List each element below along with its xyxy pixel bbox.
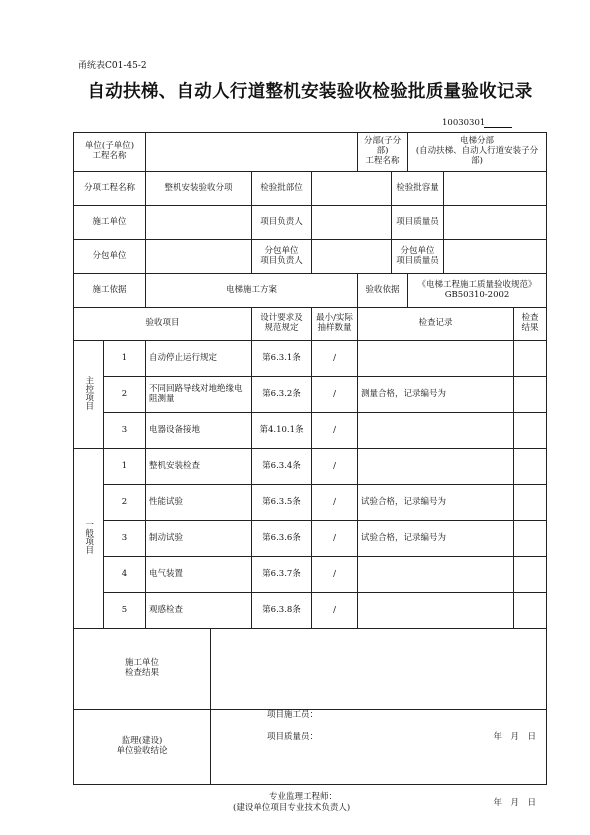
project-quality-label: 项目质量员 — [392, 206, 444, 240]
item-record[interactable]: 试验合格，记录编号为 — [358, 485, 514, 521]
item-number: 4 — [104, 557, 146, 593]
item-name: 性能试验 — [146, 485, 252, 521]
item-name: 整机安装检查 — [146, 449, 252, 485]
page-title: 自动扶梯、自动人行道整机安装验收检验批质量验收记录 — [87, 82, 533, 102]
item-name: 电气装置 — [146, 557, 252, 593]
sub-quality-label: 分包单位 项目质量员 — [392, 240, 444, 274]
column-header-row — [74, 308, 547, 341]
table-row — [74, 377, 547, 413]
item-result[interactable] — [514, 449, 547, 485]
item-number: 2 — [104, 485, 146, 521]
item-record[interactable] — [358, 341, 514, 377]
item-sample[interactable]: / — [312, 593, 358, 629]
item-number: 1 — [104, 449, 146, 485]
item-sample[interactable]: / — [312, 341, 358, 377]
subcontractor-label: 分包单位 — [74, 240, 146, 274]
table-row — [74, 557, 547, 593]
construction-basis-label: 施工依据 — [74, 274, 146, 308]
item-clause: 第6.3.8条 — [252, 593, 312, 629]
item-sample[interactable]: / — [312, 557, 358, 593]
table-row — [74, 449, 547, 485]
item-clause: 第6.3.5条 — [252, 485, 312, 521]
contractor-row — [74, 206, 547, 240]
item-clause: 第6.3.2条 — [252, 377, 312, 413]
column-header-record: 检查记录 — [358, 308, 514, 341]
item-name-label: 分项工程名称 — [74, 172, 146, 206]
supervisor-engineer-signature-label: 专业监理工程师： — [268, 792, 337, 802]
item-result[interactable] — [514, 341, 547, 377]
document-number-underline — [484, 127, 512, 128]
general-group-label: 一般项目 — [74, 449, 104, 629]
project-quality-signature-label: 项目质量员： — [267, 732, 319, 742]
item-result[interactable] — [514, 593, 547, 629]
project-lead-label: 项目负责人 — [252, 206, 312, 240]
batch-capacity-label: 检验批容量 — [392, 172, 444, 206]
supervisor-check-label: 监理(建设) 单位验收结论 — [74, 710, 211, 785]
column-header-item: 验收项目 — [74, 308, 252, 341]
project-worker-signature-label: 项目施工员： — [267, 710, 319, 720]
table-row — [74, 413, 547, 449]
item-name: 观感检查 — [146, 593, 252, 629]
item-number: 3 — [104, 413, 146, 449]
supervisor-check-content[interactable] — [211, 710, 547, 813]
acceptance-record-table — [73, 132, 547, 813]
item-clause: 第6.3.6条 — [252, 521, 312, 557]
item-result[interactable] — [514, 485, 547, 521]
item-name: 不同回路导线对地绝缘电阻测量 — [146, 377, 252, 413]
document-number: 10030301 — [442, 118, 486, 128]
contractor-label: 施工单位 — [74, 206, 146, 240]
item-number: 1 — [104, 341, 146, 377]
item-name: 电器设备接地 — [146, 413, 252, 449]
item-record[interactable]: 测量合格，记录编号为 — [358, 377, 514, 413]
item-name: 制动试验 — [146, 521, 252, 557]
item-clause: 第6.3.4条 — [252, 449, 312, 485]
form-code: 甬统表C01-45-2 — [78, 61, 147, 71]
contractor-check-label: 施工单位 检查结果 — [74, 629, 211, 710]
item-sample[interactable]: / — [312, 521, 358, 557]
item-record[interactable] — [358, 449, 514, 485]
item-clause: 第6.3.1条 — [252, 341, 312, 377]
batch-part-label: 检验批部位 — [252, 172, 312, 206]
item-sample[interactable]: / — [312, 485, 358, 521]
column-header-result: 检查 结果 — [514, 308, 547, 341]
item-sample[interactable]: / — [312, 377, 358, 413]
item-sample[interactable]: / — [312, 449, 358, 485]
contractor-check-row — [74, 629, 547, 710]
contractor-date-label: 年 月 日 — [493, 732, 537, 742]
batch-part-value[interactable] — [312, 172, 392, 206]
sub-lead-label: 分包单位 项目负责人 — [252, 240, 312, 274]
subdivision-label: 分部(子分部) 工程名称 — [358, 133, 408, 172]
sub-quality-value[interactable] — [444, 240, 547, 274]
item-name: 自动停止运行规定 — [146, 341, 252, 377]
item-number: 5 — [104, 593, 146, 629]
table-row — [74, 593, 547, 629]
subdivision-value: 电梯分部 (自动扶梯、自动人行道安装子分部) — [408, 133, 547, 172]
item-result[interactable] — [514, 521, 547, 557]
batch-capacity-value[interactable] — [444, 172, 547, 206]
basis-row — [74, 274, 547, 308]
table-row — [74, 341, 547, 377]
sub-lead-value[interactable] — [312, 240, 392, 274]
item-record[interactable] — [358, 557, 514, 593]
column-header-design: 设计要求及 规范规定 — [252, 308, 312, 341]
item-record[interactable] — [358, 413, 514, 449]
item-record[interactable]: 试验合格，记录编号为 — [358, 521, 514, 557]
item-clause: 第4.10.1条 — [252, 413, 312, 449]
subcontractor-row — [74, 240, 547, 274]
table-row — [74, 521, 547, 557]
item-result[interactable] — [514, 557, 547, 593]
item-info-row — [74, 172, 547, 206]
item-result[interactable] — [514, 413, 547, 449]
item-number: 2 — [104, 377, 146, 413]
column-header-sample: 最小/实际 抽样数量 — [312, 308, 358, 341]
main-control-group-label: 主控项目 — [74, 341, 104, 449]
supervisor-engineer-note: (建设单位项目专业技术负责人) — [233, 803, 351, 813]
contractor-check-content[interactable] — [211, 629, 547, 742]
item-clause: 第6.3.7条 — [252, 557, 312, 593]
item-record[interactable] — [358, 593, 514, 629]
acceptance-basis-label: 验收依据 — [358, 274, 408, 308]
subcontractor-value[interactable] — [146, 240, 252, 274]
contractor-value[interactable] — [146, 206, 252, 240]
project-quality-value[interactable] — [444, 206, 547, 240]
item-sample[interactable]: / — [312, 413, 358, 449]
item-number: 3 — [104, 521, 146, 557]
acceptance-basis-value: 《电梯工程施工质量验收规范》 GB50310-2002 — [408, 274, 547, 308]
unit-name-value[interactable] — [146, 133, 358, 172]
project-info-row — [74, 133, 547, 172]
table-row — [74, 485, 547, 521]
project-lead-value[interactable] — [312, 206, 392, 240]
unit-name-label: 单位(子单位) 工程名称 — [74, 133, 146, 172]
supervisor-date-label: 年 月 日 — [493, 798, 537, 808]
construction-basis-value: 电梯施工方案 — [146, 274, 358, 308]
item-result[interactable] — [514, 377, 547, 413]
item-name-value: 整机安装验收分项 — [146, 172, 252, 206]
